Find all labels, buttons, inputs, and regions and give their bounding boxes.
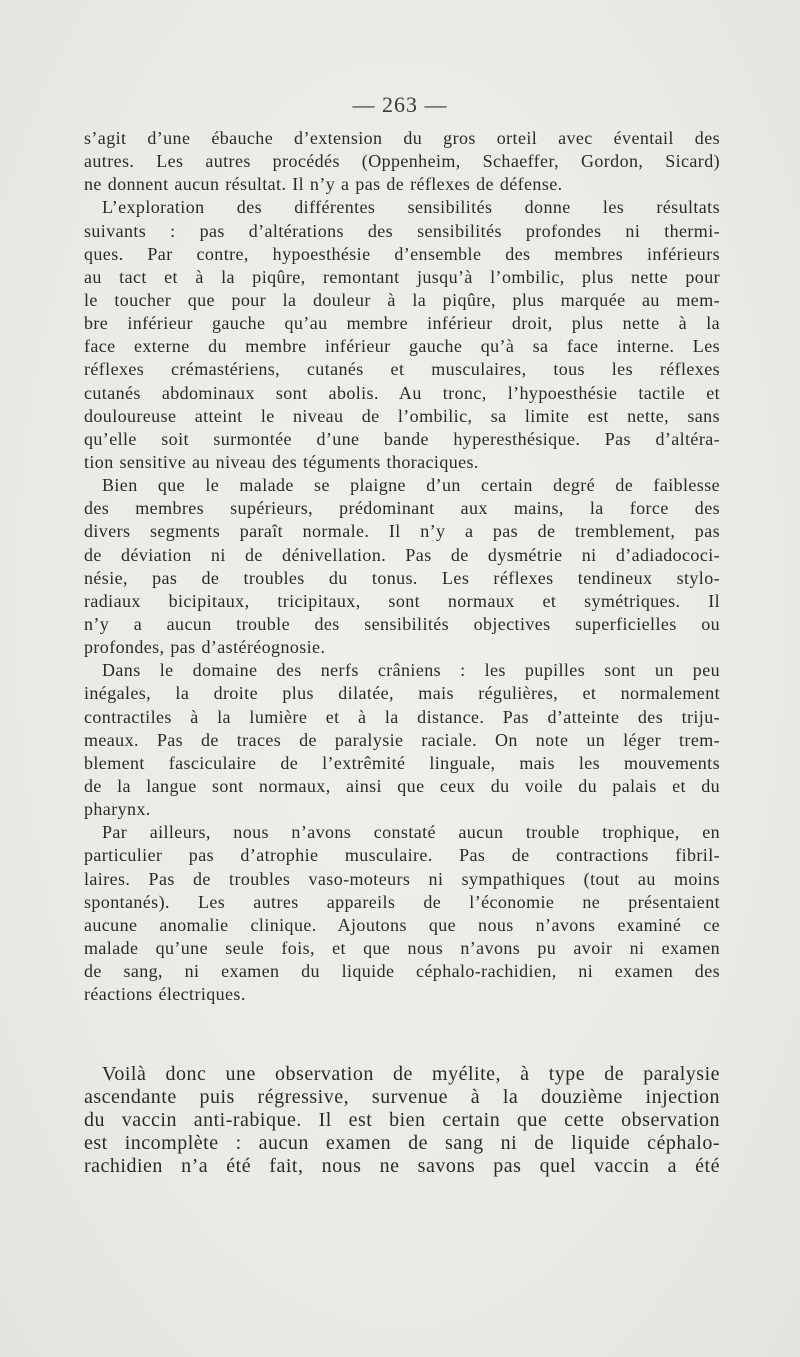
text-line: rachidien n’a été fait, nous ne savons pas quel vaccin a été [84, 1155, 720, 1178]
text-line: n’y a aucun trouble des sensibilités objectives superficielles ou [84, 613, 720, 634]
text-line: ascendante puis régressive, survenue à la douzième injection [84, 1086, 720, 1109]
text-line: des membres supérieurs, prédominant aux mains, la force des [84, 498, 720, 519]
text-line: Voilà donc une observation de myélite, à type de paralysie [102, 1063, 720, 1085]
conclusion-paragraph [84, 1063, 720, 1178]
text-line: bre inférieur gauche qu’au membre inférieur droit, plus nette à la [84, 313, 720, 334]
text-line: tion sensitive au niveau des téguments thoraciques. [84, 451, 479, 472]
text-line: douloureuse atteint le niveau de l’ombilic, sa limite est nette, sans [84, 405, 720, 426]
body-text [84, 127, 720, 1006]
text-line: malade qu’une seule fois, et que nous n’avons pu avoir ni examen [84, 937, 720, 958]
text-line: blement fasciculaire de l’extrêmité linguale, mais les mouvements [84, 752, 720, 773]
text-line: spontanés). Les autres appareils de l’économie ne présentaient [84, 891, 720, 912]
text-line: suivants : pas d’altérations des sensibilités profondes ni thermi- [84, 220, 720, 241]
text-line: radiaux bicipitaux, tricipitaux, sont normaux et symétriques. Il [84, 590, 720, 611]
text-line: particulier pas d’atrophie musculaire. Pas de contractions fibril- [84, 845, 720, 866]
text-line: laires. Pas de troubles vaso-moteurs ni sympathiques (tout au moins [84, 868, 720, 889]
text-line: contractiles à la lumière et à la distance. Pas d’atteinte des triju- [84, 706, 720, 727]
text-line: nésie, pas de troubles du tonus. Les réflexes tendineux stylo- [84, 567, 720, 588]
text-line: autres. Les autres procédés (Oppenheim, Schaeffer, Gordon, Sicard) [84, 151, 720, 172]
text-line: pharynx. [84, 799, 151, 820]
text-line: le toucher que pour la douleur à la piqûre, plus marquée au mem- [84, 289, 720, 310]
text-line: de sang, ni examen du liquide céphalo-rachidien, ni examen des [84, 961, 720, 982]
text-line: ne donnent aucun résultat. Il n’y a pas de réflexes de défense. [84, 174, 563, 195]
text-line: cutanés abdominaux sont abolis. Au tronc, l’hypoesthésie tactile et [84, 382, 720, 403]
text-line: réactions électriques. [84, 984, 246, 1005]
text-line: s’agit d’une ébauche d’extension du gros orteil avec éventail des [84, 128, 720, 148]
text-line: Bien que le malade se plaigne d’un certain degré de faiblesse [102, 475, 720, 496]
text-line: de déviation ni de dénivellation. Pas de dysmétrie ni d’adiadococi- [84, 544, 720, 565]
text-line: Dans le domaine des nerfs crâniens : les pupilles sont un peu [102, 660, 720, 681]
text-line: profondes, pas d’astéréognosie. [84, 637, 326, 658]
text-line: est incomplète : aucun examen de sang ni de liquide céphalo- [84, 1132, 720, 1155]
text-line: inégales, la droite plus dilatée, mais régulières, et normalement [84, 683, 720, 704]
text-line: face externe du membre inférieur gauche qu’à sa face interne. Les [84, 336, 720, 357]
text-line: de la langue sont normaux, ainsi que ceux du voile du palais et du [84, 775, 720, 796]
text-line: au tact et à la piqûre, remontant jusqu’à l’ombilic, plus nette pour [84, 266, 720, 287]
text-line: meaux. Pas de traces de paralysie raciale. On note un léger trem- [84, 729, 720, 750]
text-line: L’exploration des différentes sensibilités donne les résultats [102, 197, 720, 218]
text-line: divers segments paraît normale. Il n’y a pas de tremblement, pas [84, 521, 720, 542]
text-line: du vaccin anti-rabique. Il est bien certain que cette observation [84, 1109, 720, 1132]
text-line: ques. Par contre, hypoesthésie d’ensemble des membres inférieurs [84, 243, 720, 264]
text-line: réflexes crémastériens, cutanés et musculaires, tous les réflexes [84, 359, 720, 380]
text-line: aucune anomalie clinique. Ajoutons que nous n’avons examiné ce [84, 914, 720, 935]
page-number: — 263 — [352, 92, 448, 117]
text-line: qu’elle soit surmontée d’une bande hyperesthésique. Pas d’altéra- [84, 428, 720, 449]
text-line: Par ailleurs, nous n’avons constaté aucun trouble trophique, en [102, 822, 720, 843]
